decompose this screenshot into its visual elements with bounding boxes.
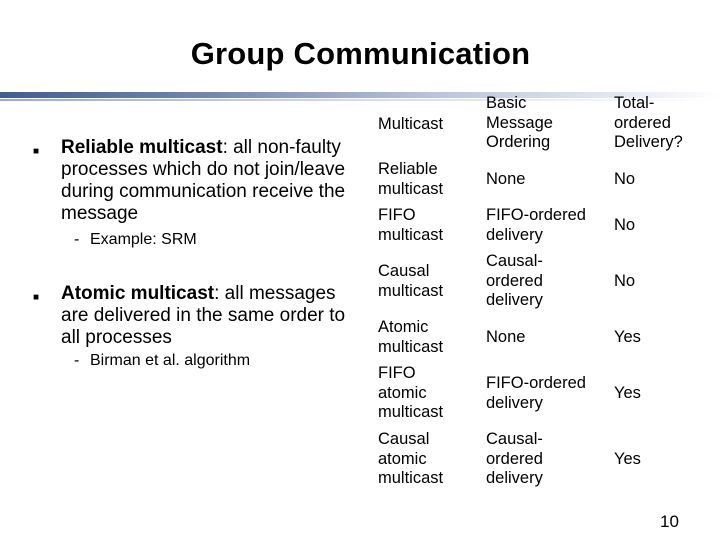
bullet-reliable-multicast [61,137,361,225]
table-cell-ordering: FIFO-ordered delivery [486,206,586,244]
sub-bullet-text: Birman et al. algorithm [90,352,251,369]
table-cell-total: Yes [614,450,641,468]
table-header-multicast: Multicast [378,115,444,133]
table-cell-ordering: FIFO-ordered delivery [486,374,586,412]
bullet-text: : all messages are delivered in the same order to all processes [61,283,346,348]
table-cell-total: Yes [614,384,641,402]
table-cell-type: Reliable multicast [378,160,444,198]
bullet-term: Atomic multicast [61,283,215,304]
slide-title: Group Communication [190,36,531,71]
table-cell-type: Causal multicast [378,262,444,300]
bullet-marker: ■ [33,146,40,157]
table-cell-ordering: None [486,328,526,346]
table-cell-ordering: None [486,170,526,188]
title-divider-thin [0,99,721,101]
sub-bullet-algorithm [74,351,250,371]
table-cell-type: Causal atomic multicast [378,430,444,487]
table-cell-total: No [614,272,636,290]
bullet-marker: ■ [33,292,40,303]
page-number: 10 [660,512,679,531]
bullet-atomic-multicast [61,283,361,349]
table-cell-type: FIFO atomic multicast [378,364,444,421]
dash-marker: - [74,231,80,248]
table-header-total-ordered: Total-ordered Delivery? [614,94,683,151]
bullet-text: : all non-faulty processes which do not join/leave during communication receive the message [61,137,346,224]
table-cell-total: No [614,216,636,234]
table-cell-type: FIFO multicast [378,206,444,244]
dash-marker: - [74,352,80,369]
table-header-ordering: Basic Message Ordering [486,94,553,151]
title-divider [0,92,721,98]
table-cell-total: No [614,170,636,188]
table-cell-total: Yes [614,328,641,346]
bullet-term: Reliable multicast [61,137,223,158]
sub-bullet-example [74,230,197,250]
table-cell-type: Atomic multicast [378,318,444,356]
table-cell-ordering: Causal-ordered delivery [486,430,543,487]
sub-bullet-text: Example: SRM [90,231,197,248]
table-cell-ordering: Causal-ordered delivery [486,252,543,309]
